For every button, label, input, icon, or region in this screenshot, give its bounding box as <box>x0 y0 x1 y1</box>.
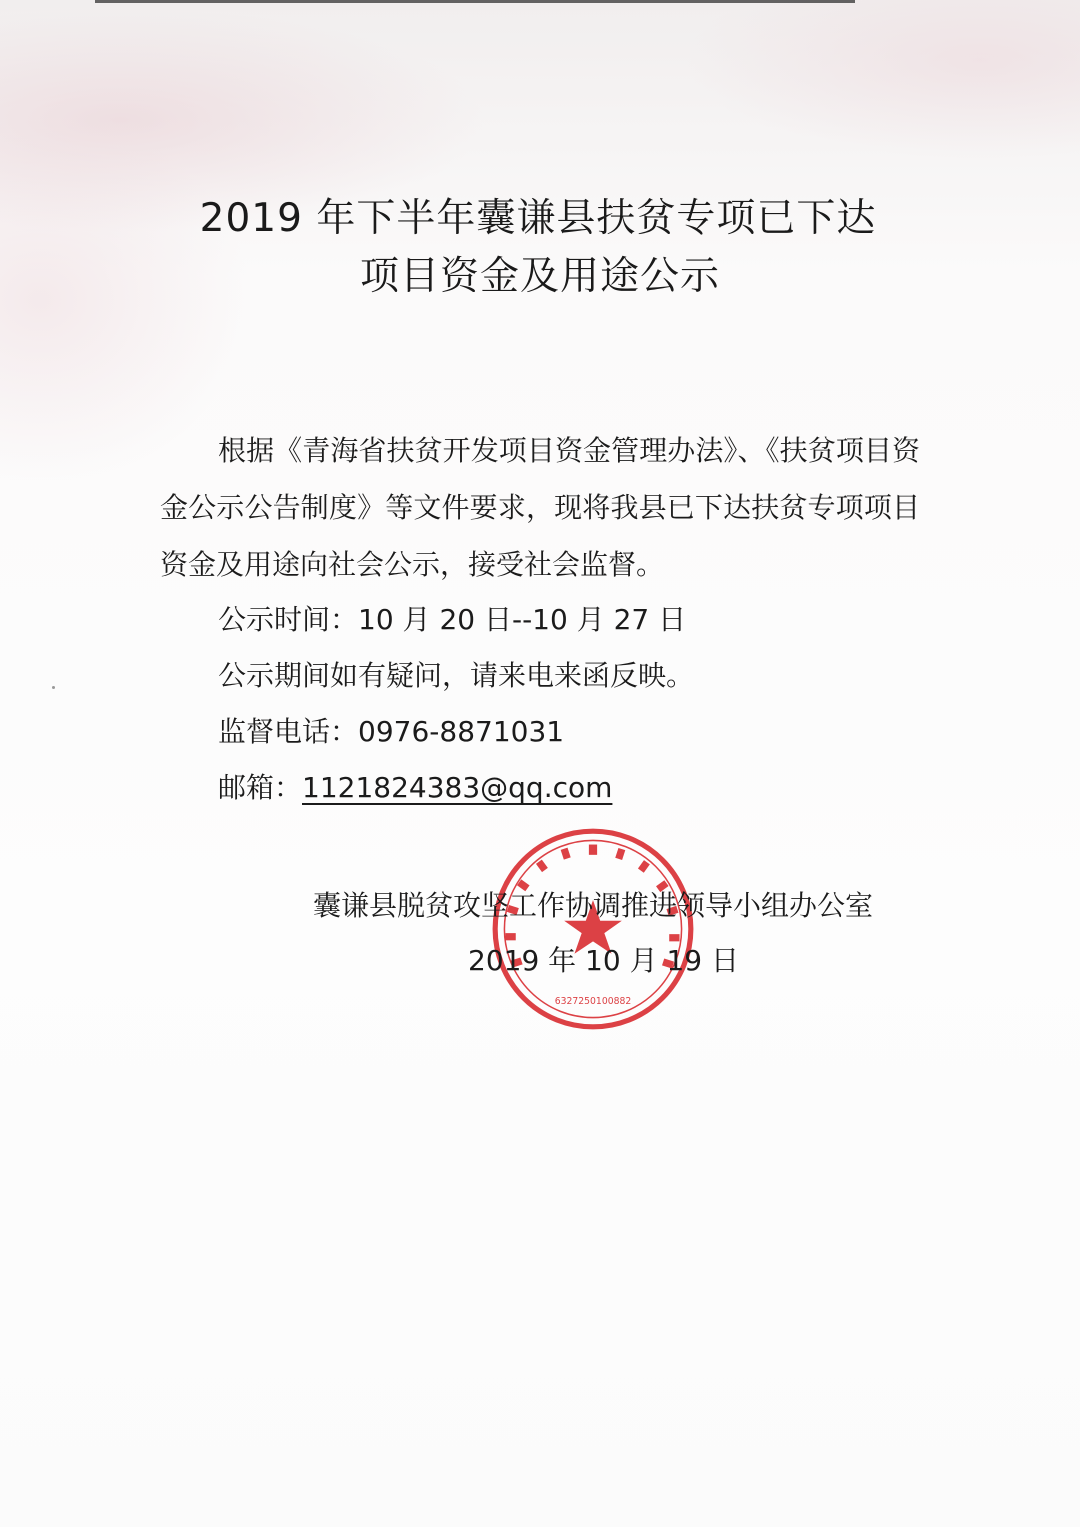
email-address: 1121824383@qq.com <box>302 771 613 804</box>
official-seal <box>490 826 696 1032</box>
email-label: 邮箱： <box>218 771 303 804</box>
publicity-time-line <box>218 600 686 640</box>
inquiry-note: 公示期间如有疑问，请来电来函反映。 <box>218 659 695 692</box>
paper-speck <box>52 686 55 689</box>
issue-date: 2019 年 10 月 19 日 <box>468 944 740 977</box>
title-line-1: 2019 年下半年囊谦县扶贫专项已下达 <box>199 196 877 241</box>
document-title <box>0 190 1080 306</box>
phone-label: 监督电话： <box>218 715 359 748</box>
seal-number: 6327250100882 <box>554 996 632 1008</box>
document-body <box>160 422 920 593</box>
publicity-time-label: 公示时间： <box>218 603 359 636</box>
paper-edge-line <box>95 0 855 3</box>
email-line <box>218 768 612 808</box>
issuer-name: 囊谦县脱贫攻坚工作协调推进领导小组办公室 <box>313 889 874 922</box>
title-line-2: 项目资金及用途公示 <box>359 254 720 299</box>
phone-number: 0976-8871031 <box>358 715 565 748</box>
main-paragraph: 根据《青海省扶贫开发项目资金管理办法》、《扶贫项目资金公示公告制度》等文件要求，现将我县已下达扶贫专项项目资金及用途向社会公示，接受社会监督。 <box>160 434 920 581</box>
phone-line <box>218 712 564 752</box>
publicity-time-value: 10 月 20 日--10 月 27 日 <box>358 603 687 636</box>
